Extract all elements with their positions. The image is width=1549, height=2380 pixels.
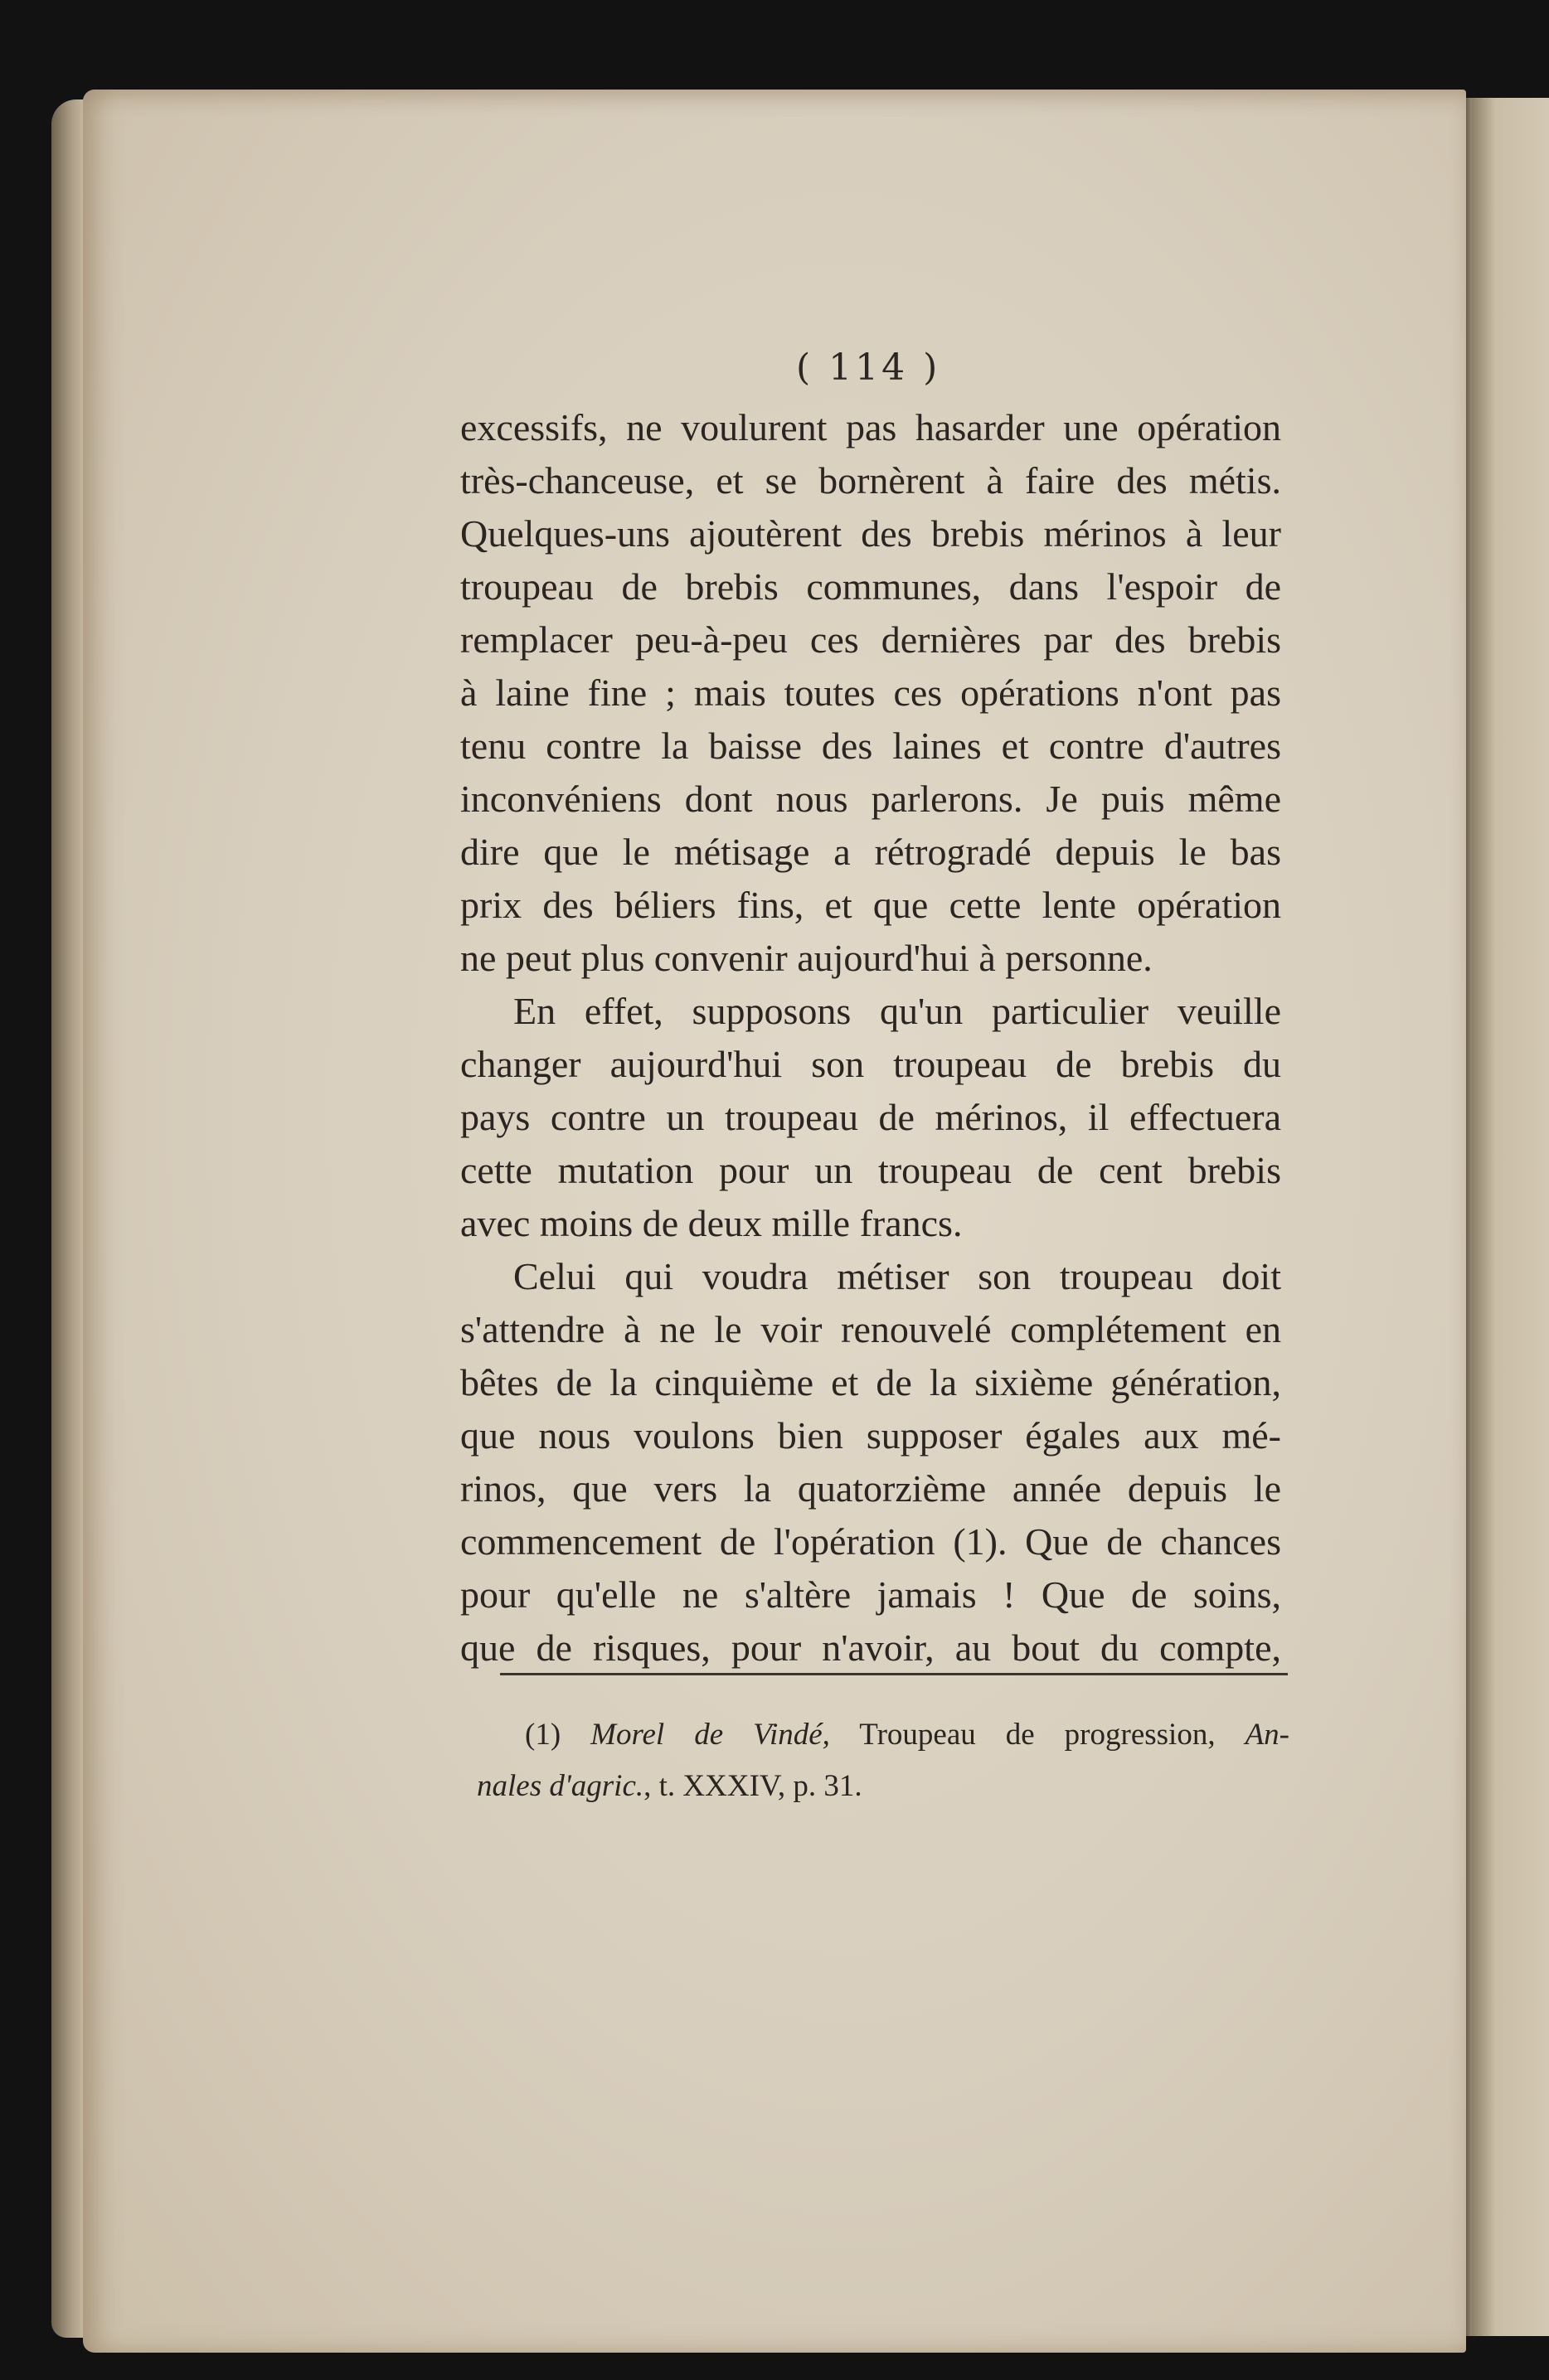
text-line: rinos, que vers la quatorzième année depuis le [460, 1467, 1281, 1510]
text-line: commencement de l'opération (1). Que de chances [460, 1520, 1281, 1563]
text-line: changer aujourd'hui son troupeau de brebis du [460, 1043, 1281, 1085]
footnote-journal: An- [1245, 1718, 1289, 1752]
text-line: que de risques, pour n'avoir, au bout du compte, [460, 1626, 1281, 1669]
text-line: très-chanceuse, et se bornèrent à faire des métis. [460, 459, 1281, 502]
text-line: que nous voulons bien supposer égales aux mé- [460, 1414, 1281, 1457]
text-line: pays contre un troupeau de mérinos, il effectuera [460, 1096, 1281, 1138]
text-line: troupeau de brebis communes, dans l'espoir de [460, 565, 1281, 608]
footnote-author: Morel de Vindé, [590, 1718, 830, 1752]
text-line: cette mutation pour un troupeau de cent brebis [460, 1149, 1281, 1191]
footnote-line [477, 1709, 1289, 1761]
text-line: ne peut plus convenir aujourd'hui à personne. [460, 937, 1153, 979]
paragraph-1 [460, 401, 1281, 985]
text-line: remplacer peu-à-peu ces dernières par des brebis [460, 618, 1281, 661]
text-line: Quelques-uns ajoutèrent des brebis mérinos à leur [460, 512, 1281, 555]
text-line: bêtes de la cinquième et de la sixième génération, [460, 1361, 1281, 1403]
text-line: avec moins de deux mille francs. [460, 1202, 963, 1244]
footnote-divider [500, 1673, 1288, 1675]
footnote-line [477, 1761, 1289, 1812]
text-line: tenu contre la baisse des laines et contre d'autres [460, 725, 1281, 767]
footnote-reference: , t. XXXIV, p. 31. [643, 1769, 862, 1803]
adjacent-page [1472, 98, 1549, 2336]
text-line: s'attendre à ne le voir renouvelé complétement en [460, 1308, 1281, 1350]
paragraph-2 [460, 985, 1281, 1250]
text-line: pour qu'elle ne s'altère jamais ! Que de soins, [460, 1573, 1281, 1616]
text-line: Celui qui voudra métiser son troupeau doit [513, 1255, 1281, 1297]
footnote-journal: nales d'agric. [477, 1769, 644, 1803]
text-line: En effet, supposons qu'un particulier veuille [513, 990, 1281, 1032]
page-number: ( 114 ) [796, 347, 941, 389]
footnote-marker: (1) [525, 1718, 561, 1752]
text-line: prix des béliers fins, et que cette lente opération [460, 884, 1281, 926]
footnote-title: Troupeau de progression, [859, 1718, 1216, 1752]
text-line: à laine fine ; mais toutes ces opérations n'ont pas [460, 671, 1281, 714]
text-line: dire que le métisage a rétrogradé depuis le bas [460, 831, 1281, 873]
text-line: inconvéniens dont nous parlerons. Je puis même [460, 778, 1281, 820]
text-line: excessifs, ne voulurent pas hasarder une opération [460, 406, 1281, 448]
body-text [460, 401, 1281, 1675]
footnote [477, 1709, 1289, 1812]
paragraph-3 [460, 1250, 1281, 1675]
